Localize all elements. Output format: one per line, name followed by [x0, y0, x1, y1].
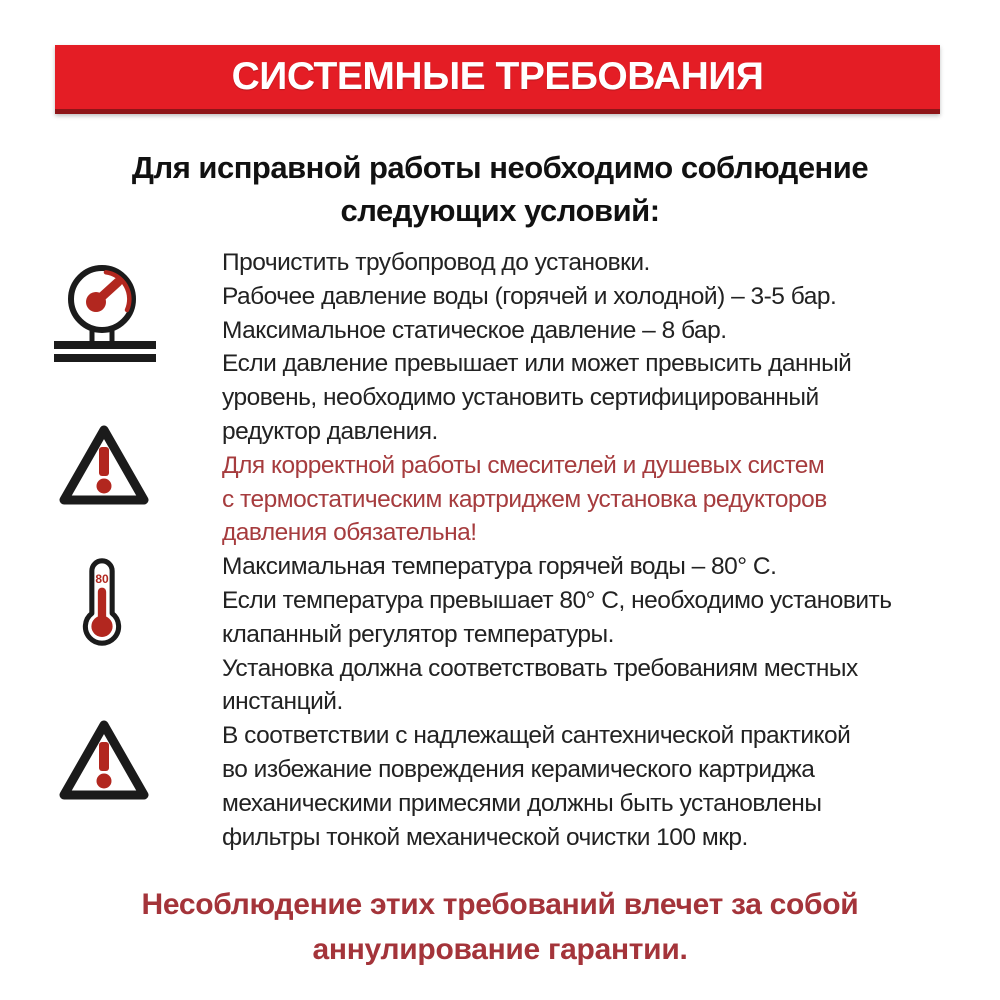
requirement-line: Максимальное статическое давление – 8 бар. [222, 316, 727, 344]
thermometer-temperature-label: 80 [95, 571, 109, 586]
requirement-line: Для корректной работы смесителей и душевых систем [222, 451, 825, 479]
requirement-line: фильтры тонкой механической очистки 100 мкр. [222, 823, 748, 851]
requirement-line: уровень, необходимо установить сертифицированный [222, 384, 819, 412]
pressure-gauge-graphic [52, 262, 158, 362]
warranty-warning-line-1: Несоблюдение этих требований влечет за собой [141, 888, 859, 921]
requirement-line: Максимальная температура горячей воды – 80° C. [222, 553, 777, 581]
warning-triangle-icon [56, 420, 152, 510]
requirement-line: во избежание повреждения керамического картриджа [222, 755, 815, 783]
requirement-line: редуктор давления. [222, 417, 438, 445]
requirement-line: Прочистить трубопровод до установки. [222, 249, 650, 276]
page-title: СИСТЕМНЫЕ ТРЕБОВАНИЯ [231, 55, 764, 98]
requirements-list [222, 246, 962, 854]
requirement-line: Рабочее давление воды (горячей и холодной) – 3-5 бар. [222, 282, 837, 310]
header-banner [55, 45, 940, 114]
requirement-line: инстанций. [222, 688, 343, 716]
intro-line-2: следующих условий: [340, 193, 660, 228]
requirement-line: с термостатическим картриджем установка редукторов [222, 485, 827, 513]
requirement-line: механическими примесями должны быть установлены [222, 789, 822, 817]
pressure-gauge-icon [52, 262, 158, 362]
warranty-warning-line-2: аннулирование гарантии. [312, 933, 688, 966]
requirement-line: давления обязательна! [222, 519, 477, 547]
requirement-line: В соответствии с надлежащей сантехнической практикой [222, 722, 851, 750]
requirement-line: Если температура превышает 80° C, необходимо установить [222, 586, 892, 614]
warning-triangle-graphic-2 [56, 714, 152, 806]
warranty-warning [0, 882, 1000, 972]
requirement-line: клапанный регулятор температуры. [222, 620, 614, 648]
intro-line-1: Для исправной работы необходимо соблюдение [131, 150, 869, 185]
requirement-line: Если давление превышает или может превысить данный [222, 350, 852, 378]
thermometer-graphic [78, 553, 126, 648]
warning-triangle-graphic [56, 420, 152, 510]
warning-triangle-icon-2 [56, 714, 152, 806]
thermometer-icon [78, 553, 126, 648]
requirement-line: Установка должна соответствовать требованиям местных [222, 654, 858, 682]
intro-text [0, 146, 1000, 232]
